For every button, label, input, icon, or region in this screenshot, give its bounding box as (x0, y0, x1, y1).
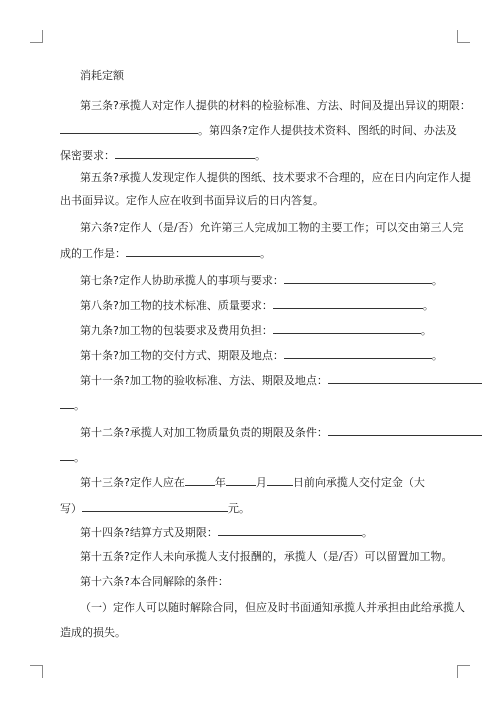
blank-field[interactable] (60, 122, 198, 134)
line-text: 第六条?定作人（是/否）允许第三人完成加工物的主要工作；可以交由第三人完 (80, 221, 464, 234)
clause-11 (80, 372, 482, 388)
line-text: 第十二条?承揽人对加工物质量负责的期限及条件： (80, 426, 328, 439)
crop-mark-top-left (30, 30, 43, 43)
crop-mark-bottom-right (457, 665, 470, 678)
line-text: 第十条?加工物的交付方式、期限及地点： (80, 349, 284, 362)
line-text: 。 (255, 149, 266, 162)
line-text: 出书面异议。定作人应在收到书面异议后的日内答复。 (60, 194, 324, 207)
clause-3 (80, 99, 471, 113)
blank-field[interactable] (284, 272, 432, 284)
blank-field[interactable] (273, 297, 423, 309)
line-text: 。 (260, 247, 271, 260)
blank-field-month[interactable] (226, 474, 256, 486)
line-text: 。 (74, 399, 85, 412)
text-line (60, 397, 85, 413)
line-text: 。 (420, 324, 432, 337)
line-text: 。 (431, 349, 443, 362)
text-line (60, 626, 126, 640)
crop-mark-bottom-left (30, 665, 43, 678)
line-text: 。 (361, 526, 373, 539)
blank-field-day[interactable] (267, 474, 293, 486)
text-line (60, 449, 85, 465)
line-text: 写） (60, 502, 82, 515)
clause-12 (80, 424, 482, 440)
line-text: 造成的损失。 (60, 626, 126, 639)
line-text: 第十五条?定作人未向承揽人支付报酬的，承揽人（是/否）可以留置加工物。 (80, 550, 453, 563)
text-line (80, 69, 124, 83)
blank-field[interactable] (60, 397, 74, 409)
line-text: 第三条?承揽人对定作人提供的材料的检验标准、方法、时间及提出异议的期限： (80, 99, 471, 112)
clause-10 (80, 347, 443, 363)
line-text: 第五条?承揽人发现定作人提供的图纸、技术要求不合理的，应在日内向定作人提 (80, 171, 471, 184)
line-text: 第八条?加工物的技术标准、质量要求： (80, 299, 273, 312)
blank-field[interactable] (328, 424, 482, 436)
text-line (60, 122, 457, 138)
blank-field[interactable] (284, 347, 432, 359)
line-text: 月 (255, 476, 267, 489)
clause-16-item-1 (80, 601, 465, 615)
blank-field-amount[interactable] (82, 500, 228, 512)
text-line (60, 245, 271, 261)
line-text: 。 (431, 274, 443, 287)
line-text: 成的工作是： (60, 247, 126, 260)
line-text: 第七条?定作人协助承揽人的事项与要求： (80, 274, 284, 287)
text-line (60, 194, 324, 208)
line-text: 第十四条?结算方式及期限： (80, 526, 218, 539)
line-text: 。第四条?定作人提供技术资料、图纸的时间、办法及 (198, 124, 457, 137)
clause-9 (80, 322, 432, 338)
line-text: 。 (74, 451, 85, 464)
line-text: 第十三条?定作人应在 (80, 476, 185, 489)
line-text: 保密要求： (60, 149, 115, 162)
line-text: 消耗定额 (80, 69, 124, 82)
clause-5 (80, 171, 471, 185)
line-text: 元。 (228, 502, 250, 515)
clause-7 (80, 272, 443, 288)
blank-field[interactable] (273, 322, 421, 334)
blank-field[interactable] (115, 147, 255, 159)
text-line (60, 147, 266, 163)
clause-13 (80, 474, 425, 490)
blank-field[interactable] (60, 449, 74, 461)
text-line (60, 500, 250, 516)
blank-field-year[interactable] (185, 474, 215, 486)
clause-6 (80, 221, 464, 235)
line-text: 年 (214, 476, 226, 489)
crop-mark-top-right (457, 30, 470, 43)
line-text: 第十一条?加工物的验收标准、方法、期限及地点： (80, 374, 328, 387)
clause-14 (80, 524, 373, 540)
line-text: 第九条?加工物的包装要求及费用负担： (80, 324, 273, 337)
line-text: 。 (422, 299, 434, 312)
clause-8 (80, 297, 434, 313)
blank-field[interactable] (328, 372, 482, 384)
blank-field[interactable] (218, 524, 362, 536)
line-text: （一）定作人可以随时解除合同，但应及时书面通知承揽人并承担由此给承揽人 (80, 601, 465, 614)
clause-16 (80, 575, 229, 589)
line-text: 日前向承揽人交付定金（大 (292, 476, 425, 489)
blank-field[interactable] (126, 245, 260, 257)
clause-15 (80, 550, 453, 564)
line-text: 第十六条?本合同解除的条件： (80, 575, 229, 588)
